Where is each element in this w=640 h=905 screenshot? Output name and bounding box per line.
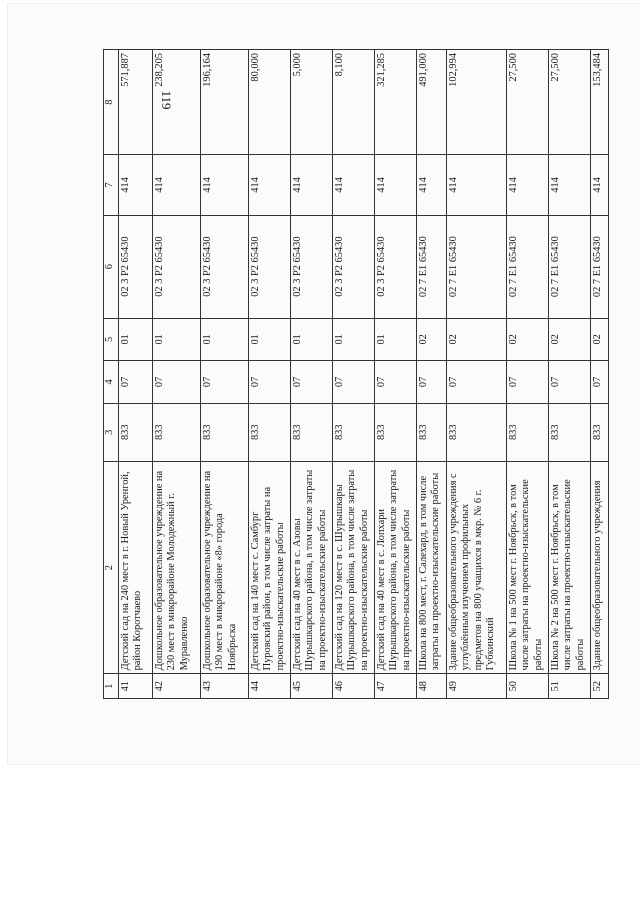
- cell-c5: 01: [119, 318, 153, 361]
- cell-amount: 102,994: [447, 50, 507, 155]
- cell-c5: 02: [447, 318, 507, 361]
- cell-c5: 01: [375, 318, 417, 361]
- cell-c3: 833: [375, 403, 417, 461]
- cell-c7: 414: [333, 155, 375, 215]
- cell-amount: 80,000: [249, 50, 291, 155]
- object-name: Детский сад на 40 мест в с. Азовы Шурышкарского района, в том числе затраты на проектно-изыскательские работы: [291, 461, 333, 674]
- row-number: 51: [549, 674, 591, 699]
- cell-c5: 01: [291, 318, 333, 361]
- cell-amount: 27,500: [549, 50, 591, 155]
- cell-c7: 414: [417, 155, 447, 215]
- row-number: 50: [507, 674, 549, 699]
- cell-amount: 321,285: [375, 50, 417, 155]
- table-row: [549, 50, 591, 699]
- column-header: 5: [104, 318, 119, 361]
- row-number: 43: [201, 674, 249, 699]
- object-name: Здание общеобразовательного учреждения с углублённым изучением профильных предметов на 800 учащихся в мкр. № 6 г. Губкинский: [447, 461, 507, 674]
- rotated-table-wrapper: [103, 49, 623, 699]
- table-row: [507, 50, 549, 699]
- cell-c3: 833: [249, 403, 291, 461]
- cell-c5: 01: [249, 318, 291, 361]
- object-name: Здание общеобразовательного учреждения: [591, 461, 609, 674]
- cell-c7: 414: [375, 155, 417, 215]
- object-name: Школа № 2 на 500 мест г. Ноябрьск, в том числе затраты на проектно-изыскательские работы: [549, 461, 591, 674]
- cell-c7: 414: [591, 155, 609, 215]
- cell-c3: 833: [507, 403, 549, 461]
- cell-c4: 07: [249, 361, 291, 404]
- cell-amount: 238,205: [153, 50, 201, 155]
- cell-c7: 414: [153, 155, 201, 215]
- cell-c6: 02 7 E1 65430: [591, 215, 609, 318]
- table-row: [201, 50, 249, 699]
- object-name: Школа на 800 мест, г. Салехард, в том числе затраты на проектно-изыскательские работы: [417, 461, 447, 674]
- row-number: 44: [249, 674, 291, 699]
- cell-c6: 02 3 P2 65430: [291, 215, 333, 318]
- table-row: [291, 50, 333, 699]
- row-number: 41: [119, 674, 153, 699]
- column-header: 1: [104, 674, 119, 699]
- table-row: [119, 50, 153, 699]
- column-header: 7: [104, 155, 119, 215]
- cell-c6: 02 7 E1 65430: [417, 215, 447, 318]
- cell-c6: 02 7 E1 65430: [447, 215, 507, 318]
- column-header: 6: [104, 215, 119, 318]
- cell-c6: 02 3 P2 65430: [333, 215, 375, 318]
- object-name: Детский сад на 120 мест в с. Шурышкары Шурышкарского района, в том числе затраты на проектно-изыскательские работы: [333, 461, 375, 674]
- cell-c4: 07: [201, 361, 249, 404]
- cell-c3: 833: [591, 403, 609, 461]
- table-row: [153, 50, 201, 699]
- cell-c5: 02: [417, 318, 447, 361]
- cell-c4: 07: [375, 361, 417, 404]
- cell-c5: 02: [507, 318, 549, 361]
- cell-c7: 414: [119, 155, 153, 215]
- cell-c4: 07: [153, 361, 201, 404]
- document-page: [8, 4, 640, 764]
- cell-c7: 414: [249, 155, 291, 215]
- cell-c5: 02: [591, 318, 609, 361]
- table-row: [249, 50, 291, 699]
- cell-c4: 07: [333, 361, 375, 404]
- row-number: 46: [333, 674, 375, 699]
- row-number: 49: [447, 674, 507, 699]
- column-header: 2: [104, 461, 119, 674]
- page-number: 119: [159, 90, 174, 110]
- cell-c6: 02 3 P2 65430: [119, 215, 153, 318]
- row-number: 45: [291, 674, 333, 699]
- cell-c4: 07: [417, 361, 447, 404]
- cell-c5: 01: [153, 318, 201, 361]
- column-header: 8: [104, 50, 119, 155]
- column-header: 4: [104, 361, 119, 404]
- cell-c4: 07: [549, 361, 591, 404]
- cell-c7: 414: [549, 155, 591, 215]
- cell-amount: 491,000: [417, 50, 447, 155]
- cell-c6: 02 3 P2 65430: [201, 215, 249, 318]
- object-name: Детский сад на 40 мест в с. Лопхари Шурышкарского района, в том числе затраты на проектно-изыскательские работы: [375, 461, 417, 674]
- cell-c6: 02 3 P2 65430: [153, 215, 201, 318]
- cell-c3: 833: [333, 403, 375, 461]
- cell-amount: 153,484: [591, 50, 609, 155]
- cell-c4: 07: [507, 361, 549, 404]
- table-row: [333, 50, 375, 699]
- cell-c6: 02 3 P2 65430: [249, 215, 291, 318]
- row-number: 52: [591, 674, 609, 699]
- object-name: Детский сад на 140 мест с. Самбург Пуровский район, в том числе затраты на проектно-изыскательские работы: [249, 461, 291, 674]
- object-name: Дошкольное образовательное учреждение на 230 мест в микрорайоне Молодежный г. Муравленко: [153, 461, 201, 674]
- cell-c7: 414: [507, 155, 549, 215]
- cell-c4: 07: [291, 361, 333, 404]
- cell-c6: 02 3 P2 65430: [375, 215, 417, 318]
- cell-amount: 196,164: [201, 50, 249, 155]
- cell-amount: 571,887: [119, 50, 153, 155]
- cell-c4: 07: [447, 361, 507, 404]
- table-row: [447, 50, 507, 699]
- cell-amount: 5,000: [291, 50, 333, 155]
- row-number: 42: [153, 674, 201, 699]
- cell-c7: 414: [201, 155, 249, 215]
- cell-c4: 07: [591, 361, 609, 404]
- object-name: Дошкольное образовательное учреждение на 190 мест в микрорайоне «8» города Ноябрьска: [201, 461, 249, 674]
- cell-c6: 02 7 E1 65430: [507, 215, 549, 318]
- cell-c3: 833: [291, 403, 333, 461]
- cell-c5: 02: [549, 318, 591, 361]
- cell-c6: 02 7 E1 65430: [549, 215, 591, 318]
- budget-table: [103, 49, 609, 699]
- cell-c5: 01: [333, 318, 375, 361]
- cell-c4: 07: [119, 361, 153, 404]
- cell-c3: 833: [447, 403, 507, 461]
- cell-c3: 833: [153, 403, 201, 461]
- object-name: Детский сад на 240 мест в г. Новый Уренгой, район Коротчаево: [119, 461, 153, 674]
- table-row: [375, 50, 417, 699]
- row-number: 47: [375, 674, 417, 699]
- cell-c7: 414: [447, 155, 507, 215]
- table-row: [591, 50, 609, 699]
- column-header: 3: [104, 403, 119, 461]
- table-row: [417, 50, 447, 699]
- table-header-row: [104, 50, 119, 699]
- cell-c7: 414: [291, 155, 333, 215]
- cell-c3: 833: [201, 403, 249, 461]
- cell-amount: 8,100: [333, 50, 375, 155]
- object-name: Школа № 1 на 500 мест г. Ноябрьск, в том числе затраты на проектно-изыскательские работы: [507, 461, 549, 674]
- cell-amount: 27,500: [507, 50, 549, 155]
- cell-c3: 833: [417, 403, 447, 461]
- cell-c5: 01: [201, 318, 249, 361]
- cell-c3: 833: [119, 403, 153, 461]
- cell-c3: 833: [549, 403, 591, 461]
- row-number: 48: [417, 674, 447, 699]
